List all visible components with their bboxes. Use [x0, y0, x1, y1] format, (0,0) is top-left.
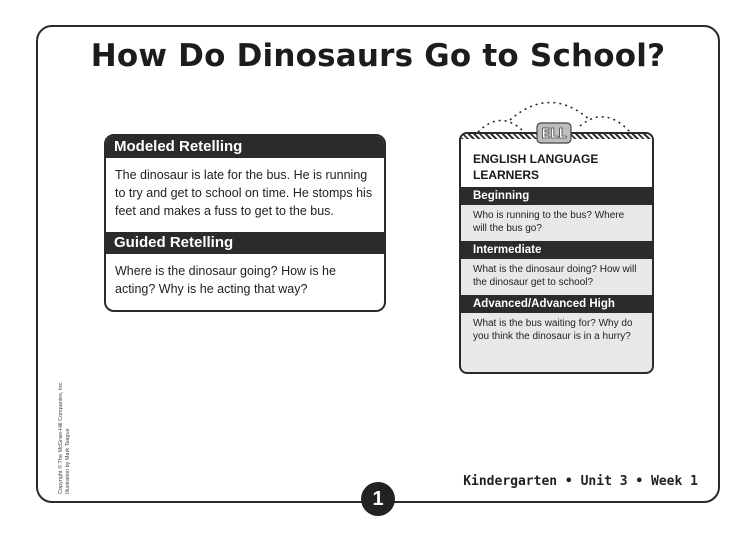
ell-level-intermediate: Intermediate — [461, 241, 652, 259]
ell-box — [459, 132, 654, 374]
copyright-line-1: Copyright © The McGraw-Hill Companies, Inc. — [58, 381, 64, 494]
ell-heading: ENGLISH LANGUAGE LEARNERS — [461, 139, 652, 187]
retelling-box — [104, 134, 386, 312]
ell-level-beginning: Beginning — [461, 187, 652, 205]
page-title: How Do Dinosaurs Go to School? — [90, 38, 666, 74]
ell-advanced-text: What is the bus waiting for? Why do you think the dinosaur is in a hurry? — [473, 318, 633, 342]
footer-grade-unit-week: Kindergarten • Unit 3 • Week 1 — [463, 474, 698, 489]
guided-retelling-heading: Guided Retelling — [106, 232, 384, 254]
ell-intermediate-text: What is the dinosaur doing? How will the dinosaur get to school? — [473, 264, 637, 288]
guided-retelling-text: Where is the dinosaur going? How is he acting? Why is he acting that way? — [115, 264, 336, 296]
ell-badge-label: ELL — [541, 127, 567, 142]
ell-beginning-text: Who is running to the bus? Where will the bus go? — [473, 210, 625, 234]
modeled-retelling-heading: Modeled Retelling — [106, 136, 384, 158]
page-number: 1 — [361, 482, 395, 516]
modeled-retelling-text: The dinosaur is late for the bus. He is running to try and get to school on time. He stomps his feet and makes a fuss to get to the bus. — [115, 168, 373, 218]
copyright-line-2: Illustration by Mark Teague — [65, 428, 71, 494]
ell-level-advanced: Advanced/Advanced High — [461, 295, 652, 313]
ell-badge-icon — [536, 122, 572, 144]
copyright — [58, 381, 72, 494]
